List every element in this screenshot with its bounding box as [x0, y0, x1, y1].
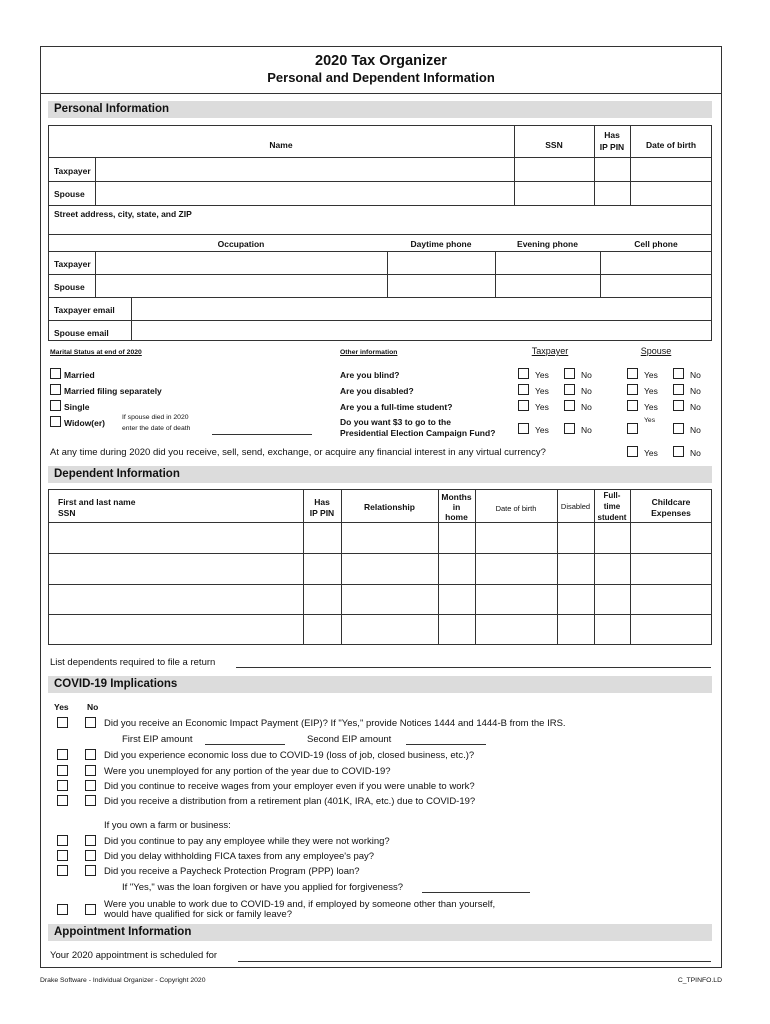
widower-label: Widow(er) — [64, 418, 106, 428]
taxpayer-blind-yes-checkbox[interactable] — [518, 368, 529, 379]
dep-col-months-2: in — [452, 502, 461, 512]
col-evening-phone: Evening phone — [517, 239, 578, 249]
covid-q6-yes[interactable] — [57, 835, 68, 846]
covid-section-header: COVID-19 Implications — [48, 676, 712, 693]
yes-label: Yes — [535, 402, 549, 412]
single-label: Single — [64, 402, 90, 412]
spouse-blind-no-checkbox[interactable] — [673, 368, 684, 379]
covid-q5: Did you receive a distribution from a retirement plan (401K, IRA, etc.) due to COVID-19? — [104, 796, 476, 807]
list-dependents-label: List dependents required to file a return — [50, 657, 216, 668]
form-title: 2020 Tax Organizer — [315, 53, 447, 69]
virtual-currency-no-checkbox[interactable] — [673, 446, 684, 457]
no-label: No — [581, 425, 592, 435]
occupation-spouse-label: Spouse — [54, 282, 85, 292]
taxpayer-ssn-field[interactable] — [515, 158, 593, 180]
no-label: No — [581, 402, 592, 412]
footer-copyright: Drake Software - Individual Organizer - Copyright 2020 — [40, 977, 206, 984]
taxpayer-column-label: Taxpayer — [531, 346, 569, 356]
spouse-column-label: Spouse — [640, 346, 672, 356]
dep-col-dob: Date of birth — [495, 504, 537, 513]
covid-q7-yes[interactable] — [57, 850, 68, 861]
spouse-name-field[interactable] — [96, 182, 513, 204]
covid-q3: Were you unemployed for any portion of the year due to COVID-19? — [104, 766, 391, 777]
other-info-header: Other information — [340, 349, 398, 356]
covid-q8: Did you receive a Paycheck Protection Program (PPP) loan? — [104, 866, 360, 877]
dep-col-relationship: Relationship — [363, 502, 415, 512]
covid-q7-no[interactable] — [85, 850, 96, 861]
yes-label: Yes — [644, 448, 658, 458]
taxpayer-campaign-no-checkbox[interactable] — [564, 423, 575, 434]
taxpayer-blind-no-checkbox[interactable] — [564, 368, 575, 379]
col-dob: Date of birth — [645, 140, 697, 150]
dep-col-ssn: SSN — [58, 508, 76, 518]
dep-col-months-1: Months — [441, 492, 472, 502]
second-eip-field[interactable] — [406, 744, 486, 745]
dependent-row-4[interactable] — [49, 615, 302, 644]
list-dependents-field[interactable] — [236, 667, 711, 668]
taxpayer-disabled-no-checkbox[interactable] — [564, 384, 575, 395]
no-label: No — [690, 448, 701, 458]
covid-q2: Did you experience economic loss due to COVID-19 (loss of job, closed business, etc.)? — [104, 750, 475, 761]
dependent-section-header: Dependent Information — [48, 466, 712, 483]
farm-business-label: If you own a farm or business: — [104, 820, 231, 831]
spouse-disabled-yes-checkbox[interactable] — [627, 384, 638, 395]
married-filing-separately-label: Married filing separately — [64, 386, 162, 396]
covid-q1-yes[interactable] — [57, 717, 68, 728]
widow-note-1: If spouse died in 2020 — [122, 414, 189, 421]
spouse-email-field[interactable] — [132, 321, 711, 340]
first-eip-label: First EIP amount — [122, 734, 193, 745]
spouse-label: Spouse — [54, 189, 85, 199]
q-blind: Are you blind? — [340, 370, 400, 380]
dep-col-ft-1: Full- — [603, 491, 621, 500]
taxpayer-campaign-yes-checkbox[interactable] — [518, 423, 529, 434]
yes-label: Yes — [535, 425, 549, 435]
yes-label: Yes — [644, 417, 656, 424]
covid-q6-no[interactable] — [85, 835, 96, 846]
taxpayer-student-no-checkbox[interactable] — [564, 400, 575, 411]
dep-col-name: First and last name — [58, 497, 136, 507]
covid-q9b: would have qualified for sick or family leave? — [104, 909, 292, 920]
taxpayer-email-field[interactable] — [132, 298, 711, 319]
second-eip-label: Second EIP amount — [307, 734, 392, 745]
spouse-dob-field[interactable] — [631, 182, 711, 204]
street-address-field[interactable] — [49, 219, 711, 233]
taxpayer-disabled-yes-checkbox[interactable] — [518, 384, 529, 395]
virtual-currency-yes-checkbox[interactable] — [627, 446, 638, 457]
spouse-occupation-field[interactable] — [96, 275, 386, 296]
q-campaign-1: Do you want $3 to go to the — [340, 417, 451, 427]
covid-q4: Did you continue to receive wages from your employer even if you were unable to work? — [104, 781, 475, 792]
covid-q9-no[interactable] — [85, 904, 96, 915]
col-cell-phone: Cell phone — [634, 239, 678, 249]
covid-q9-yes[interactable] — [57, 904, 68, 915]
covid-q5-no[interactable] — [85, 795, 96, 806]
covid-q7: Did you delay withholding FICA taxes from any employee's pay? — [104, 851, 375, 862]
col-name: Name — [269, 140, 293, 150]
dependent-row-3[interactable] — [49, 585, 302, 613]
married-filing-separately-checkbox[interactable] — [50, 384, 61, 395]
covid-q4-yes[interactable] — [57, 780, 68, 791]
widow-note-2: enter the date of death — [122, 425, 191, 432]
no-label: No — [690, 425, 701, 435]
dependent-row-2[interactable] — [49, 554, 302, 583]
no-label: No — [690, 402, 701, 412]
no-label: No — [581, 370, 592, 380]
covid-no-header: No — [87, 702, 99, 712]
dep-col-childcare-1: Childcare — [651, 497, 691, 507]
married-checkbox[interactable] — [50, 368, 61, 379]
col-ssn: SSN — [545, 140, 563, 150]
yes-label: Yes — [644, 370, 658, 380]
q-student: Are you a full-time student? — [340, 402, 453, 412]
dep-col-childcare-2: Expenses — [651, 508, 691, 518]
col-occupation: Occupation — [217, 239, 265, 249]
taxpayer-dob-field[interactable] — [631, 158, 711, 180]
covid-q8b: If "Yes," was the loan forgiven or have you applied for forgiveness? — [122, 882, 404, 893]
col-ip-pin: IP PIN — [599, 142, 625, 152]
dep-col-has: Has — [314, 497, 330, 507]
taxpayer-email-label: Taxpayer email — [54, 305, 115, 315]
married-label: Married — [64, 370, 95, 380]
q-campaign-2: Presidential Election Campaign Fund? — [340, 428, 496, 438]
first-eip-field[interactable] — [205, 744, 285, 745]
covid-q3-no[interactable] — [85, 765, 96, 776]
dep-col-ft-2: time — [603, 502, 621, 511]
col-daytime-phone: Daytime phone — [410, 239, 472, 249]
taxpayer-occupation-field[interactable] — [96, 252, 386, 273]
occupation-taxpayer-label: Taxpayer — [54, 259, 91, 269]
dependent-row-1[interactable] — [49, 523, 302, 552]
form-subtitle: Personal and Dependent Information — [267, 70, 495, 85]
dep-col-disabled: Disabled — [560, 502, 591, 511]
street-label: Street address, city, state, and ZIP — [54, 209, 192, 219]
footer-form-code: C_TPINFO.LD — [677, 977, 722, 984]
covid-q1: Did you receive an Economic Impact Payment (EIP)? If "Yes," provide Notices 1444 and 1444-B from the IRS. — [104, 718, 566, 729]
date-of-death-field[interactable] — [212, 434, 312, 435]
title-divider — [40, 93, 722, 94]
covid-q8-no[interactable] — [85, 865, 96, 876]
covid-q5-yes[interactable] — [57, 795, 68, 806]
covid-q2-yes[interactable] — [57, 749, 68, 760]
covid-q9a: Were you unable to work due to COVID-19 and, if employed by someone other than yourself, — [104, 899, 496, 910]
spouse-campaign-no-checkbox[interactable] — [673, 423, 684, 434]
taxpayer-student-yes-checkbox[interactable] — [518, 400, 529, 411]
virtual-currency-question: At any time during 2020 did you receive, sell, send, exchange, or acquire any financial interest in any virtual currency? — [50, 447, 546, 458]
personal-section-header: Personal Information — [48, 101, 712, 118]
spouse-blind-yes-checkbox[interactable] — [627, 368, 638, 379]
single-checkbox[interactable] — [50, 400, 61, 411]
spouse-ssn-field[interactable] — [515, 182, 593, 204]
covid-q1-no[interactable] — [85, 717, 96, 728]
dep-col-ippin: IP PIN — [309, 508, 335, 518]
taxpayer-name-field[interactable] — [96, 158, 513, 180]
yes-label: Yes — [535, 370, 549, 380]
q-disabled: Are you disabled? — [340, 386, 414, 396]
dep-col-ft-3: student — [597, 513, 627, 522]
covid-q3-yes[interactable] — [57, 765, 68, 776]
covid-q6: Did you continue to pay any employee while they were not working? — [104, 836, 390, 847]
covid-q8-yes[interactable] — [57, 865, 68, 876]
appointment-field[interactable] — [238, 961, 711, 962]
appointment-label: Your 2020 appointment is scheduled for — [50, 950, 218, 961]
yes-label: Yes — [644, 402, 658, 412]
yes-label: Yes — [535, 386, 549, 396]
widower-checkbox[interactable] — [50, 416, 61, 427]
covid-q2-no[interactable] — [85, 749, 96, 760]
covid-q4-no[interactable] — [85, 780, 96, 791]
spouse-disabled-no-checkbox[interactable] — [673, 384, 684, 395]
col-has: Has — [604, 130, 620, 140]
no-label: No — [690, 386, 701, 396]
spouse-email-label: Spouse email — [54, 328, 109, 338]
appointment-section-header: Appointment Information — [48, 924, 712, 941]
taxpayer-label: Taxpayer — [54, 166, 91, 176]
covid-yes-header: Yes — [54, 702, 69, 712]
forgiveness-field[interactable] — [422, 892, 530, 893]
marital-status-header: Marital Status at end of 2020 — [50, 349, 142, 356]
spouse-campaign-yes-checkbox[interactable] — [627, 423, 638, 434]
no-label: No — [581, 386, 592, 396]
no-label: No — [690, 370, 701, 380]
spouse-student-yes-checkbox[interactable] — [627, 400, 638, 411]
dep-col-months-3: home — [445, 512, 468, 522]
spouse-student-no-checkbox[interactable] — [673, 400, 684, 411]
yes-label: Yes — [644, 386, 658, 396]
